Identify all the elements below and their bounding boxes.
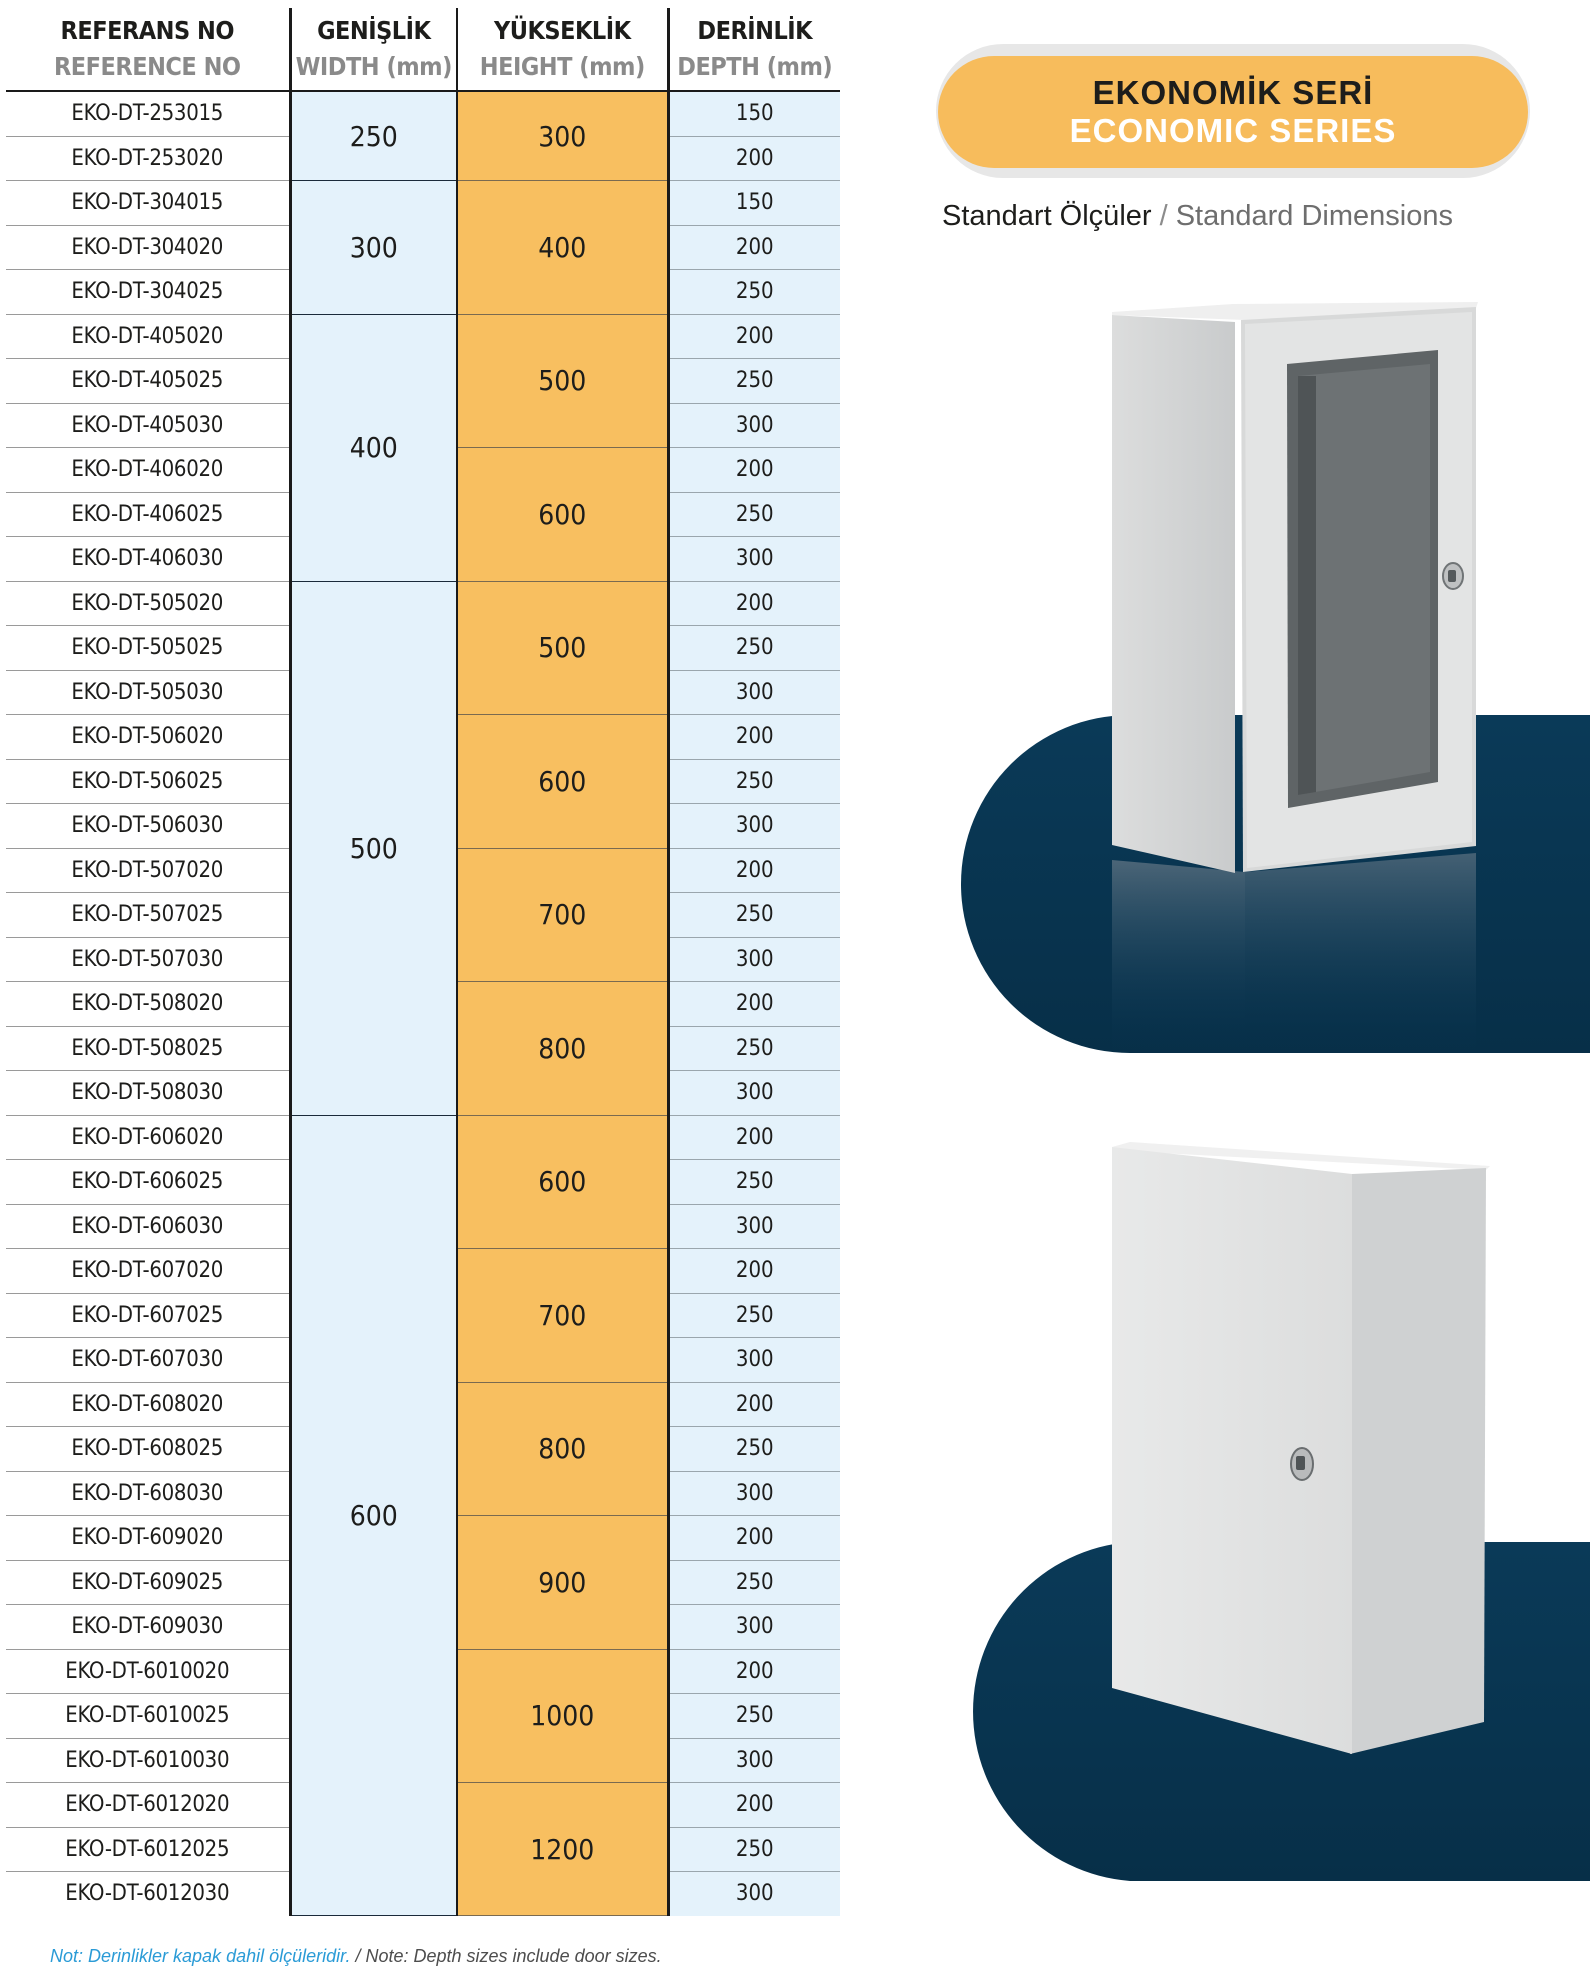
reference-cell: EKO-DT-505030	[6, 670, 290, 715]
footnote	[50, 1946, 662, 1967]
floor-reflection-1	[1112, 860, 1245, 1050]
series-title-en: ECONOMIC SERIES	[1069, 112, 1397, 149]
table-row	[6, 181, 840, 226]
cabinet-side-2	[1350, 1168, 1486, 1754]
depth-cell: 300	[668, 804, 840, 849]
depth-cell: 250	[668, 1427, 840, 1472]
reference-cell: EKO-DT-608020	[6, 1382, 290, 1427]
depth-cell: 150	[668, 91, 840, 136]
reference-cell: EKO-DT-6010025	[6, 1694, 290, 1739]
table-body	[6, 91, 840, 1916]
depth-cell: 300	[668, 1338, 840, 1383]
depth-cell: 150	[668, 181, 840, 226]
height-cell: 800	[457, 982, 668, 1116]
reference-cell: EKO-DT-253015	[6, 91, 290, 136]
depth-cell: 300	[668, 1471, 840, 1516]
depth-cell: 250	[668, 1026, 840, 1071]
depth-cell: 300	[668, 1071, 840, 1116]
width-cell: 300	[290, 181, 457, 315]
header-depth	[668, 8, 840, 91]
reference-cell: EKO-DT-505025	[6, 626, 290, 671]
reference-cell: EKO-DT-507020	[6, 848, 290, 893]
depth-cell: 200	[668, 1382, 840, 1427]
width-cell: 500	[290, 581, 457, 1115]
height-cell: 300	[457, 91, 668, 181]
depth-cell: 250	[668, 759, 840, 804]
height-cell: 800	[457, 1382, 668, 1516]
reference-cell: EKO-DT-508025	[6, 1026, 290, 1071]
width-cell: 250	[290, 91, 457, 181]
reference-cell: EKO-DT-606020	[6, 1115, 290, 1160]
depth-cell: 300	[668, 1204, 840, 1249]
reference-cell: EKO-DT-606030	[6, 1204, 290, 1249]
header-height-tr: YÜKSEKLİK	[493, 16, 631, 45]
reference-cell: EKO-DT-405025	[6, 359, 290, 404]
door-lock-1	[1443, 563, 1463, 589]
reference-cell: EKO-DT-608025	[6, 1427, 290, 1472]
depth-cell: 250	[668, 492, 840, 537]
reference-cell: EKO-DT-6010020	[6, 1649, 290, 1694]
reference-cell: EKO-DT-507030	[6, 937, 290, 982]
series-title-tr: EKONOMİK SERİ	[1092, 74, 1374, 111]
depth-cell: 250	[668, 270, 840, 315]
depth-cell: 300	[668, 403, 840, 448]
header-reference-no	[6, 8, 290, 91]
depth-cell: 300	[668, 1738, 840, 1783]
depth-cell: 300	[668, 670, 840, 715]
depth-cell: 200	[668, 1516, 840, 1561]
header-depth-tr: DERİNLİK	[697, 16, 813, 45]
standard-dimensions-tr: Standart Ölçüler	[942, 200, 1152, 232]
header-ref-en: REFERENCE NO	[53, 52, 241, 81]
header-width-tr: GENİŞLİK	[317, 16, 431, 45]
header-height-en: HEIGHT (mm)	[479, 52, 645, 81]
header-height	[457, 8, 668, 91]
standard-dimensions-caption	[942, 200, 1542, 233]
depth-cell: 200	[668, 982, 840, 1027]
header-ref-tr: REFERANS NO	[60, 16, 234, 45]
height-cell: 600	[457, 715, 668, 849]
reference-cell: EKO-DT-253020	[6, 136, 290, 181]
height-cell: 900	[457, 1516, 668, 1650]
depth-cell: 300	[668, 1605, 840, 1650]
depth-cell: 250	[668, 626, 840, 671]
reference-cell: EKO-DT-606025	[6, 1160, 290, 1205]
header-depth-en: DEPTH (mm)	[677, 52, 833, 81]
depth-cell: 250	[668, 359, 840, 404]
height-cell: 1200	[457, 1783, 668, 1916]
height-cell: 400	[457, 181, 668, 315]
header-width	[290, 8, 457, 91]
depth-cell: 250	[668, 1293, 840, 1338]
reference-cell: EKO-DT-505020	[6, 581, 290, 626]
reference-cell: EKO-DT-304015	[6, 181, 290, 226]
standard-dimensions-en: Standard Dimensions	[1175, 200, 1453, 232]
table-row	[6, 1115, 840, 1160]
reference-cell: EKO-DT-506030	[6, 804, 290, 849]
standard-dimensions-separator: /	[1151, 200, 1176, 232]
depth-cell: 200	[668, 1249, 840, 1294]
depth-cell: 250	[668, 1827, 840, 1872]
series-badge	[938, 56, 1528, 168]
reference-cell: EKO-DT-6012025	[6, 1827, 290, 1872]
reference-cell: EKO-DT-6012030	[6, 1872, 290, 1916]
depth-cell: 300	[668, 937, 840, 982]
depth-cell: 200	[668, 715, 840, 760]
depth-cell: 200	[668, 1115, 840, 1160]
reference-cell: EKO-DT-609020	[6, 1516, 290, 1561]
reference-cell: EKO-DT-507025	[6, 893, 290, 938]
enclosure-solid-door-image	[960, 1130, 1590, 1885]
depth-cell: 250	[668, 893, 840, 938]
reference-cell: EKO-DT-508030	[6, 1071, 290, 1116]
reference-cell: EKO-DT-607030	[6, 1338, 290, 1383]
cabinet-door-2	[1112, 1147, 1352, 1754]
depth-cell: 300	[668, 537, 840, 582]
table-row	[6, 581, 840, 626]
door-lock-2	[1291, 1448, 1313, 1480]
reference-cell: EKO-DT-304025	[6, 270, 290, 315]
depth-cell: 200	[668, 136, 840, 181]
reference-cell: EKO-DT-506025	[6, 759, 290, 804]
dimensions-table	[6, 8, 840, 1916]
depth-cell: 250	[668, 1560, 840, 1605]
height-cell: 600	[457, 1115, 668, 1249]
depth-cell: 250	[668, 1694, 840, 1739]
reference-cell: EKO-DT-508020	[6, 982, 290, 1027]
reference-cell: EKO-DT-506020	[6, 715, 290, 760]
table-header	[6, 8, 840, 91]
table-row	[6, 314, 840, 359]
footnote-en: / Note: Depth sizes include door sizes.	[350, 1946, 662, 1966]
depth-cell: 200	[668, 1649, 840, 1694]
depth-cell: 250	[668, 1160, 840, 1205]
table-row	[6, 91, 840, 136]
reference-cell: EKO-DT-608030	[6, 1471, 290, 1516]
reference-cell: EKO-DT-406025	[6, 492, 290, 537]
footnote-tr: Not: Derinlikler kapak dahil ölçüleridir.	[50, 1946, 351, 1966]
height-cell: 700	[457, 848, 668, 982]
reference-cell: EKO-DT-405030	[6, 403, 290, 448]
depth-cell: 200	[668, 1783, 840, 1828]
height-cell: 500	[457, 314, 668, 448]
depth-cell: 300	[668, 1872, 840, 1916]
reference-cell: EKO-DT-304020	[6, 225, 290, 270]
height-cell: 600	[457, 448, 668, 582]
width-cell: 400	[290, 314, 457, 581]
depth-cell: 200	[668, 581, 840, 626]
width-cell: 600	[290, 1115, 457, 1916]
height-cell: 1000	[457, 1649, 668, 1783]
header-width-en: WIDTH (mm)	[295, 52, 452, 81]
reference-cell: EKO-DT-406030	[6, 537, 290, 582]
reference-cell: EKO-DT-609030	[6, 1605, 290, 1650]
reference-cell: EKO-DT-405020	[6, 314, 290, 359]
enclosure-with-window-image	[960, 280, 1590, 1055]
reference-cell: EKO-DT-607025	[6, 1293, 290, 1338]
reference-cell: EKO-DT-6012020	[6, 1783, 290, 1828]
reference-cell: EKO-DT-6010030	[6, 1738, 290, 1783]
depth-cell: 200	[668, 314, 840, 359]
cabinet-side	[1112, 315, 1235, 873]
depth-cell: 200	[668, 448, 840, 493]
depth-cell: 200	[668, 848, 840, 893]
reference-cell: EKO-DT-609025	[6, 1560, 290, 1605]
height-cell: 700	[457, 1249, 668, 1383]
depth-cell: 200	[668, 225, 840, 270]
reference-cell: EKO-DT-607020	[6, 1249, 290, 1294]
reference-cell: EKO-DT-406020	[6, 448, 290, 493]
height-cell: 500	[457, 581, 668, 715]
